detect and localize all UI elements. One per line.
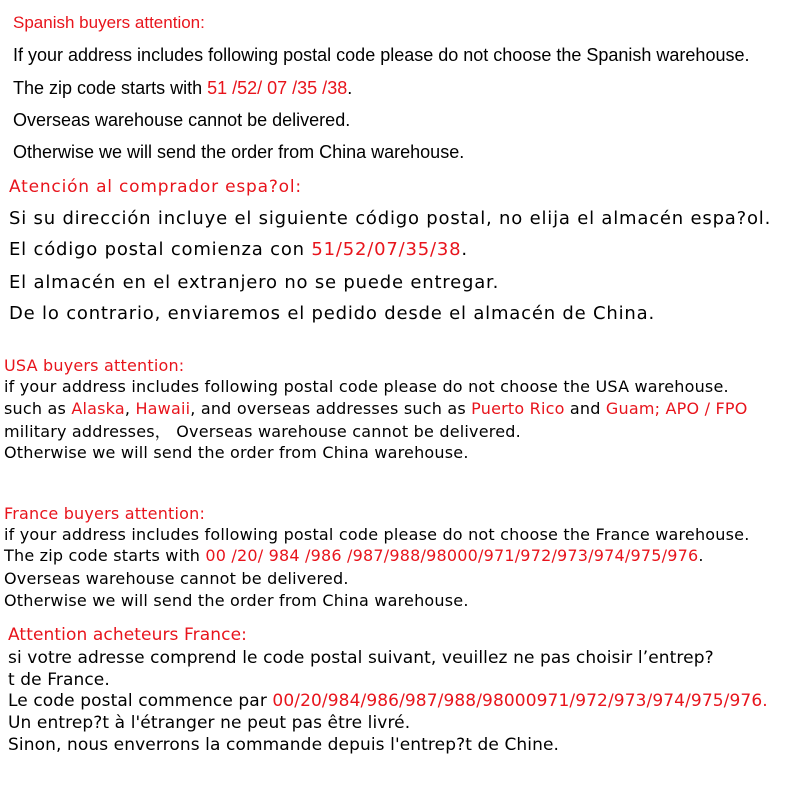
spanish-en-line-4: Otherwise we will send the order from China warehouse.: [13, 142, 465, 162]
france-fr-line-1b: t de France.: [8, 670, 110, 690]
usa-comma: ,: [124, 399, 136, 418]
spanish-en-line-3: Overseas warehouse cannot be delivered.: [13, 110, 351, 130]
spanish-es-zip-suffix: .: [461, 239, 468, 260]
spanish-en-zip-suffix: .: [347, 78, 353, 98]
usa-line-3: military addresses， Overseas warehouse cannot be delivered.: [4, 422, 521, 441]
france-en-title: France buyers attention:: [4, 504, 206, 523]
spanish-es-zip-codes: 51/52/07/35/38: [311, 239, 462, 260]
france-fr-line-4: Sinon, nous enverrons la commande depuis l'entrep?t de Chine.: [8, 735, 560, 755]
france-fr-title: Attention acheteurs France:: [8, 625, 247, 645]
france-en-zip-prefix: The zip code starts with: [4, 546, 206, 565]
spanish-es-line-3: El almacén en el extranjero no se puede entregar.: [9, 272, 500, 293]
spanish-es-zip-prefix: El código postal comienza con: [9, 239, 312, 260]
spanish-en-zip-prefix: The zip code starts with: [13, 78, 208, 98]
france-en-line-1: if your address includes following postal code please do not choose the France warehouse.: [4, 525, 750, 544]
usa-such-as: such as: [4, 399, 72, 418]
france-en-line-4: Otherwise we will send the order from China warehouse.: [4, 591, 469, 610]
france-fr-line-3: Un entrep?t à l'étranger ne peut pas être livré.: [8, 713, 411, 733]
france-en-line-3: Overseas warehouse cannot be delivered.: [4, 569, 349, 588]
france-fr-zip-prefix: Le code postal commence par: [8, 691, 273, 711]
spanish-es-line-1: Si su dirección incluye el siguiente código postal, no elija el almacén espa?ol.: [9, 208, 772, 229]
france-fr-line-2: [8, 693, 768, 710]
usa-line-4: Otherwise we will send the order from China warehouse.: [4, 443, 469, 462]
spanish-es-line-2: [9, 241, 468, 259]
usa-and: and: [564, 399, 606, 418]
usa-line-1: if your address includes following postal code please do not choose the USA warehouse.: [4, 377, 729, 396]
usa-hawaii: Hawaii: [135, 399, 191, 418]
spanish-es-title: Atención al comprador espa?ol:: [9, 177, 302, 197]
france-en-line-2: [4, 548, 704, 564]
usa-puerto-rico: Puerto Rico: [471, 399, 565, 418]
spanish-en-line-2: [13, 79, 352, 97]
usa-title: USA buyers attention:: [4, 356, 185, 375]
france-en-zip-codes: 00 /20/ 984 /986 /987/988/98000/971/972/973/974/975/976: [205, 546, 699, 565]
france-fr-zip-codes: 00/20/984/986/987/988/98000971/972/973/974/975/976.: [272, 691, 768, 711]
france-en-zip-suffix: .: [698, 546, 704, 565]
france-fr-line-1: si votre adresse comprend le code postal suivant, veuillez ne pas choisir l’entrep?: [8, 648, 714, 668]
spanish-en-zip-codes: 51 /52/ 07 /35 /38: [207, 78, 348, 98]
usa-line-2: [4, 401, 748, 417]
usa-alaska: Alaska: [71, 399, 125, 418]
usa-guam-apo-fpo: Guam; APO / FPO: [605, 399, 748, 418]
spanish-en-line-1: If your address includes following postal code please do not choose the Spanish warehouse.: [13, 45, 750, 65]
usa-overseas-text: , and overseas addresses such as: [190, 399, 472, 418]
spanish-en-title: Spanish buyers attention:: [13, 13, 205, 32]
spanish-es-line-4: De lo contrario, enviaremos el pedido desde el almacén de China.: [9, 303, 655, 324]
